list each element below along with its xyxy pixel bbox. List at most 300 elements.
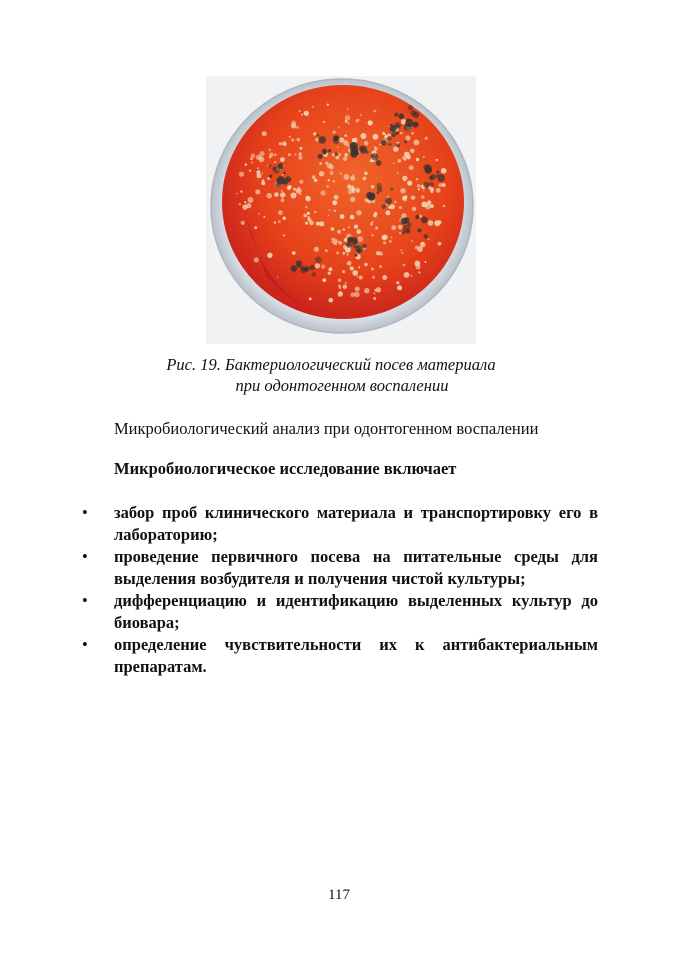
colony-light [343,228,345,230]
colony-dark [310,265,315,270]
colony-light [350,266,354,270]
colony-light [410,149,415,154]
colony-light [269,156,272,159]
bullet-icon: • [82,635,88,654]
list-item-text: дифференциацию и идентификацию выделенных культур до биовара; [114,591,598,632]
colony-dark [376,160,382,166]
bullet-icon: • [82,547,88,566]
colony-light [384,134,386,136]
colony-dark [273,166,280,173]
colony-light [274,192,279,197]
colony-light [334,195,339,200]
colony-light [267,193,273,199]
colony-light [283,217,286,220]
colony-dark [347,237,353,243]
colony-dark [312,272,316,276]
colony-light [398,225,403,230]
bullet-icon: • [82,591,88,610]
colony-light [287,186,291,190]
colony-light [364,263,367,266]
colony-dark [417,228,421,232]
colony-light [352,270,358,276]
colony-light [421,195,425,199]
colony-dark [317,134,320,137]
colony-light [379,265,382,268]
section-title: Микробиологический анализ при одонтогенном воспалении [114,419,539,438]
colony-dark [355,254,358,257]
colony-light [382,235,387,240]
colony-dark [390,188,393,191]
colony-light [407,181,412,186]
colony-light [409,165,414,170]
colony-light [298,152,302,156]
colony-light [398,159,402,163]
colony-light [293,188,296,191]
colony-light [305,206,307,208]
colony-light [417,184,421,188]
colony-dark [323,152,326,155]
colony-light [301,114,303,116]
colony-dark [430,174,436,180]
colony-dark [304,266,309,271]
colony-light [331,238,333,240]
colony-light [339,241,343,245]
colony-light [435,159,438,162]
colony-light [283,234,285,236]
colony-light [373,134,379,140]
colony-light [390,204,395,209]
colony-dark [360,147,365,152]
colony-light [355,287,360,292]
colony-light [274,222,276,224]
colony-light [425,203,431,209]
colony-dark [300,266,305,271]
colony-dark [269,175,272,178]
colony-light [258,213,260,215]
colony-dark [400,218,407,225]
colony-light [359,276,363,280]
colony-light [404,195,408,199]
colony-light [416,178,418,180]
colony-light [399,232,401,234]
colony-dark [424,165,432,173]
colony-dark [350,142,358,150]
colony-light [344,153,348,157]
colony-light [292,251,296,255]
colony-light [360,133,366,139]
colony-dark [395,131,398,134]
colony-light [438,220,442,224]
colony-light [314,211,316,213]
colony-light [261,181,265,185]
colony-dark [355,246,363,254]
colony-light [376,251,380,255]
colony-light [394,201,397,204]
colony-light [299,193,301,195]
list-item-text: проведение первичного посева на питательные среды для выделения возбудителя и получения чистой культуры; [114,547,598,588]
colony-light [329,209,331,211]
colony-light [248,197,254,203]
colony-light [244,201,246,203]
colony-light [314,178,318,182]
colony-light [386,211,391,216]
colony-light [442,183,446,187]
colony-light [411,196,415,200]
colony-light [281,190,283,192]
colony-light [397,172,399,174]
colony-light [267,253,272,258]
colony-light [333,180,335,182]
colony-light [342,252,345,255]
colony-dark [415,215,419,219]
colony-light [345,247,351,253]
list-item-text: определение чувствительности их к антибактериальным препаратам. [114,635,598,676]
colony-light [312,106,314,108]
colony-light [328,179,331,182]
colony-dark [365,150,368,153]
colony-light [373,297,376,300]
colony-light [431,190,434,193]
colony-light [319,171,324,176]
colony-light [329,298,334,303]
colony-light [327,185,329,187]
colony-light [389,240,392,243]
colony-light [256,155,262,161]
list-item [80,634,598,678]
list-item [80,590,598,634]
colony-light [357,229,362,234]
colony-light [407,155,411,159]
colony-dark [318,154,323,159]
colony-dark [334,152,338,156]
colony-light [274,154,277,157]
colony-light [284,143,287,146]
colony-light [338,153,341,156]
colony-light [305,196,310,201]
colony-light [374,146,376,148]
colony-light [334,210,336,212]
colony-light [332,130,335,133]
colony-light [343,157,347,161]
colony-light [242,204,247,209]
colony-dark [283,172,286,175]
colony-light [269,149,272,152]
colony-light [383,241,386,244]
colony-light [348,189,353,194]
colony-light [438,242,442,246]
colony-light [411,275,413,277]
colony-light [355,188,360,193]
colony-light [245,163,248,166]
colony-light [321,265,325,269]
colony-light [298,156,302,160]
colony-dark [396,124,399,127]
colony-light [254,257,259,262]
colony-light [337,146,339,148]
colony-light [441,168,447,174]
colony-light [279,142,282,145]
colony-dark [424,234,429,239]
caption-line-2: при одонтогенном воспалении [235,376,449,395]
colony-light [347,108,349,110]
colony-light [418,188,420,190]
colony-light [325,249,328,252]
colony-light [307,218,311,222]
colony-light [291,138,294,141]
colony-light [257,167,259,169]
colony-light [364,288,370,294]
colony-light [423,156,425,158]
colony-dark [387,136,392,141]
colony-light [411,240,413,242]
colony-dark [405,119,413,127]
colony-light [303,214,307,218]
colony-light [289,136,291,138]
colony-light [350,197,355,202]
colony-dark [282,178,288,184]
colony-light [330,171,334,175]
bullet-list [80,502,598,678]
colony-light [251,162,253,164]
colony-light [411,132,414,135]
petri-dish-illustration [206,76,476,344]
colony-light [280,192,285,197]
colony-dark [362,244,366,248]
colony-light [375,227,378,230]
colony-light [307,212,310,215]
colony-light [336,252,339,255]
colony-light [344,134,347,137]
colony-dark [429,182,434,187]
colony-light [416,158,419,161]
list-heading: Микробиологическое исследование включает [114,459,457,478]
colony-dark [421,216,428,223]
list-item [80,502,598,546]
colony-light [331,227,335,231]
colony-light [251,154,256,159]
colony-light [356,276,358,278]
colony-light [347,122,349,124]
colony-light [340,173,342,175]
colony-light [291,121,296,126]
colony-dark [377,183,382,188]
colony-light [278,210,283,215]
colony-light [350,292,355,297]
colony-light [364,141,369,146]
bullet-icon: • [82,503,88,522]
colony-dark [333,137,340,144]
colony-light [322,278,326,282]
colony-light [277,276,279,278]
colony-dark [404,140,408,144]
colony-dark [318,136,326,144]
colony-light [323,121,325,123]
colony-light [424,261,426,263]
colony-light [415,264,420,269]
colony-light [342,270,345,273]
colony-light [371,221,373,223]
colony-light [352,174,354,176]
colony-light [364,198,368,202]
colony-light [255,190,260,195]
colony-light [374,292,376,294]
colony-light [371,234,373,236]
colony-dark [371,154,374,157]
colony-light [382,275,387,280]
colony-light [402,252,404,254]
colony-dark [436,174,439,177]
colony-light [338,285,341,288]
colony-light [315,263,320,268]
colony-dark [388,143,391,146]
colony-light [297,138,301,142]
list-item [80,546,598,590]
colony-light [412,207,416,211]
list-item-text: забор проб клинического материала и транспортировку его в лабораторию; [114,503,598,544]
colony-light [368,120,373,125]
colony-light [296,126,299,129]
colony-light [418,271,420,273]
petri-dish-photo [206,76,476,344]
colony-dark [269,164,272,167]
colony-dark [396,143,400,147]
colony-dark [423,182,429,188]
colony-dark [377,192,379,194]
colony-light [344,238,348,242]
colony-light [299,180,303,184]
colony-light [428,238,430,240]
colony-light [419,215,422,218]
colony-light [254,226,257,229]
colony-light [348,226,350,228]
colony-light [400,249,402,251]
colony-light [329,267,333,271]
colony-light [281,198,285,202]
colony-light [332,200,337,205]
colony-light [371,268,374,271]
colony-dark [346,242,352,248]
colony-light [400,132,403,135]
colony-dark [403,225,411,233]
colony-light [309,298,312,301]
colony-light [425,137,428,140]
colony-light [329,165,334,170]
colony-light [313,132,316,135]
colony-light [288,153,291,156]
colony-light [436,188,441,193]
colony-dark [391,132,396,137]
colony-light [357,236,363,242]
colony-light [304,111,309,116]
colony-light [417,246,423,252]
colony-light [314,247,319,252]
colony-light [337,230,341,234]
colony-light [428,220,434,226]
colony-light [327,104,329,106]
colony-light [280,157,285,162]
colony-light [305,222,308,225]
colony-light [371,185,374,188]
colony-light [338,127,340,129]
colony-light [274,161,276,163]
colony-light [291,193,297,199]
colony-light [345,120,348,123]
colony-light [344,174,350,180]
colony-light [325,161,328,164]
colony-light [443,205,445,207]
colony-light [405,135,410,140]
colony-light [414,140,420,146]
colony-light [421,242,424,245]
colony-light [299,110,301,112]
colony-light [236,193,238,195]
colony-light [397,285,402,290]
colony-light [347,261,352,266]
colony-light [319,221,324,226]
colony-dark [385,198,392,205]
colony-light [345,115,350,120]
colony-light [239,172,244,177]
colony-dark [315,257,322,264]
colony-light [339,291,342,294]
colony-dark [291,265,298,272]
colony-light [373,110,375,112]
colony-light [402,156,407,161]
caption-line-1: Рис. 19. Бактериологический посев материала [166,355,496,374]
figure-caption [0,354,678,396]
colony-light [376,287,381,292]
colony-light [319,162,322,165]
colony-light [354,225,358,229]
colony-light [239,203,241,205]
colony-light [278,220,281,223]
colony-light [396,281,399,284]
colony-light [399,206,402,209]
colony-light [262,131,267,136]
colony-light [384,135,387,138]
colony-dark [413,122,419,128]
colony-dark [381,204,386,209]
colony-light [300,147,303,150]
colony-light [345,282,347,284]
colony-light [391,237,393,239]
colony-light [340,214,345,219]
colony-light [360,114,362,116]
colony-light [350,215,355,220]
colony-dark [381,140,387,146]
colony-dark [413,112,420,119]
colony-light [373,214,377,218]
colony-dark [369,192,375,198]
colony-dark [328,149,331,152]
colony-light [423,190,425,192]
colony-dark [408,105,413,110]
colony-light [350,176,355,181]
colony-light [338,279,341,282]
colony-light [372,276,375,279]
colony-light [358,266,360,268]
colony-light [343,140,348,145]
colony-light [403,179,405,181]
colony-light [391,225,396,230]
colony-light [262,173,264,175]
colony-light [379,144,381,146]
colony-light [343,285,347,289]
colony-dark [436,171,439,174]
colony-light [400,188,406,194]
colony-light [240,190,242,192]
colony-light [393,163,395,165]
